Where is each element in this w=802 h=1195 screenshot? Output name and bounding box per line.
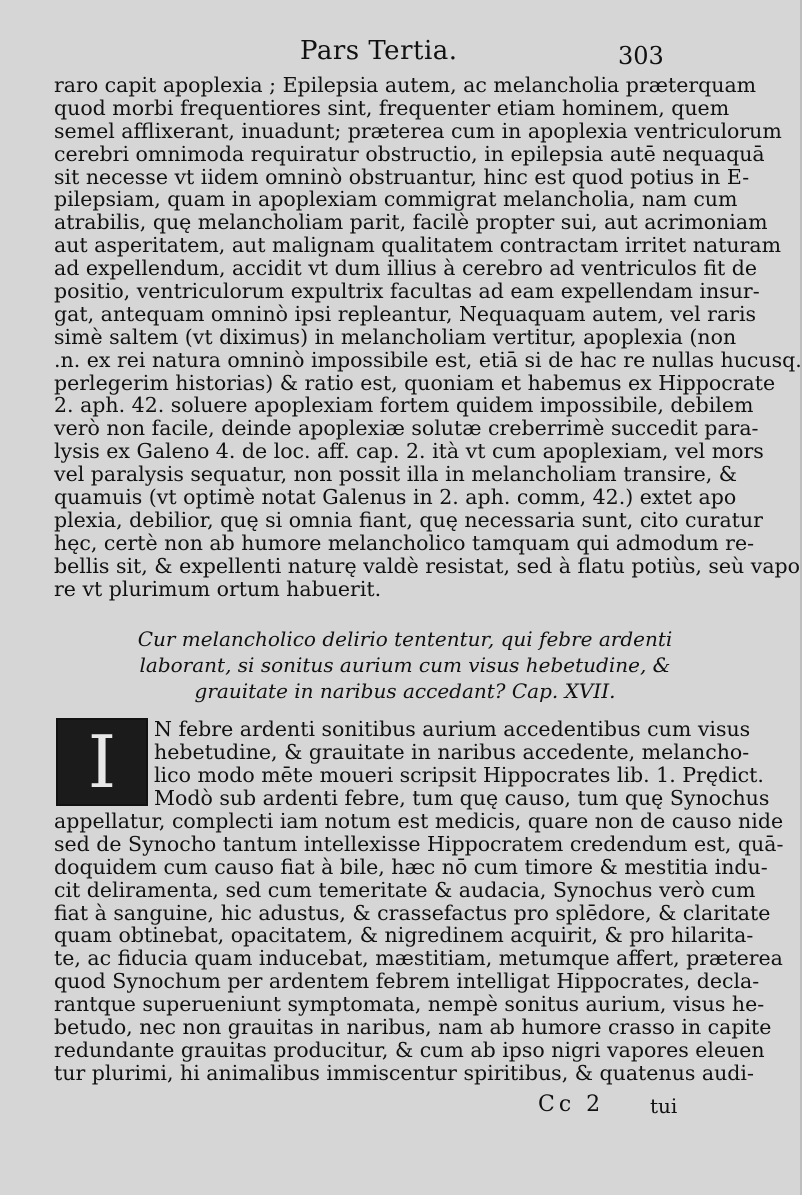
text-line: bellis sit, & expellenti naturę valdè resistat, sed à flatu potiùs, seù vapo xyxy=(54,553,801,578)
text-line: cit deliramenta, sed cum temeritate & audacia, Synochus verò cum xyxy=(54,877,756,902)
text-line: fiat à sanguine, hic adustus, & crassefactus pro splēdore, & claritate xyxy=(54,900,771,925)
text-line: sit necesse vt iidem omninò obstruantur, hinc est quod potius in E- xyxy=(54,164,750,189)
running-title: Pars Tertia. xyxy=(300,36,458,66)
text-line: N febre ardenti sonitibus aurium accedentibus cum visus xyxy=(154,717,751,741)
text-line: gat, antequam omninò ipsi repleantur, Nequaquam autem, vel raris xyxy=(54,301,757,326)
page-header xyxy=(0,36,800,76)
text-line: atrabilis, quę melancholiam parit, facilè propter sui, aut acrimoniam xyxy=(54,210,768,235)
text-line: raro capit apoplexia ; Epilepsia autem, ac melancholia præterquam xyxy=(54,73,757,97)
text-line: hęc, certè non ab humore melancholico tamquam qui admodum re- xyxy=(54,530,755,555)
text-line: lico modo mēte moueri scripsit Hippocrates lib. 1. Prędict. xyxy=(154,762,764,787)
initial-letter: I xyxy=(87,720,117,804)
text-line: tur plurimi, hi animalibus immiscentur spiritibus, & quatenus audi- xyxy=(54,1060,754,1085)
text-line: ad expellendum, accidit vt dum illius à cerebro ad ventriculos fit de xyxy=(54,256,758,281)
text-line: rantque superueniunt symptomata, nempè sonitus aurium, visus he- xyxy=(54,992,765,1017)
text-line: cerebri omnimoda requiratur obstructio, in epilepsia autē nequaquā xyxy=(54,141,765,166)
body-text-part-2 xyxy=(54,809,784,1085)
text-line: quod Synochum per ardentem febrem intelligat Hippocrates, decla- xyxy=(54,969,760,994)
text-line: quamuis (vt optimè notat Galenus in 2. aph. comm, 42.) extet apo xyxy=(54,485,737,510)
catchword: tui xyxy=(650,1094,678,1118)
decorated-initial xyxy=(56,718,148,806)
text-line: quam obtinebat, opacitatem, & nigredinem acquirit, & pro hilarita- xyxy=(54,923,754,948)
text-line: hebetudine, & grauitate in naribus accedente, melancho- xyxy=(154,739,750,764)
text-line: appellatur, complecti iam notum est medicis, quare non de causo nide xyxy=(54,809,784,833)
text-line: sed de Synocho tantum intellexisse Hippocratem credendum est, quā- xyxy=(54,831,784,856)
text-line: redundante grauitas producitur, & cum ab ipso nigri vapores eleuen xyxy=(54,1037,765,1062)
text-line: simè saltem (vt diximus) in melancholiam vertitur, apoplexia (non xyxy=(54,324,737,349)
text-line: Modò sub ardenti febre, tum quę causo, tum quę Synochus xyxy=(154,785,770,810)
text-line: perlegerim historias) & ratio est, quoniam et habemus ex Hippocrate xyxy=(54,370,776,395)
text-line: plexia, debilior, quę si omnia fiant, quę necessaria sunt, cito curatur xyxy=(54,507,763,532)
text-line: semel afflixerant, inuadunt; præterea cum in apoplexia ventriculorum xyxy=(54,118,782,143)
body-text-part-1 xyxy=(54,73,802,601)
text-line: 2. aph. 42. soluere apoplexiam fortem quidem impossibile, debilem xyxy=(54,393,754,418)
chapter-heading xyxy=(100,626,710,704)
heading-line: grauitate in naribus accedant? Cap. XVII. xyxy=(194,679,616,703)
text-line: doquidem cum causo fiat à bile, hæc nō cum timore & mestitia indu- xyxy=(54,854,768,879)
signature-mark: Cc 2 xyxy=(538,1092,605,1117)
text-line: lysis ex Galeno 4. de loc. aff. cap. 2. ità vt cum apoplexiam, vel mors xyxy=(54,439,764,464)
text-line: betudo, nec non grauitas in naribus, nam ab humore crasso in capite xyxy=(54,1015,772,1040)
heading-line: Cur melancholico delirio tententur, qui febre ardenti xyxy=(137,627,673,651)
heading-line: laborant, si sonitus aurium cum visus hebetudine, & xyxy=(139,653,671,677)
text-line: vel paralysis sequatur, non possit illa in melancholiam transire, & xyxy=(54,462,738,487)
body-text-beside-initial xyxy=(154,717,770,810)
page-number: 303 xyxy=(618,42,664,70)
text-line: .n. ex rei natura omninò impossibile est, etiā si de hac re nullas hucusq. xyxy=(54,347,802,372)
text-line: pilepsiam, quam in apoplexiam commigrat melancholia, nam cum xyxy=(54,187,738,212)
text-line: re vt plurimum ortum habuerit. xyxy=(54,576,382,601)
text-line: verò non facile, deinde apoplexiæ solutæ creberrimè succedit para- xyxy=(54,416,759,441)
text-line: positio, ventriculorum expultrix facultas ad eam expellendam insur- xyxy=(54,279,760,304)
text-line: quod morbi frequentiores sint, frequenter etiam hominem, quem xyxy=(54,95,730,120)
text-line: te, ac fiducia quam inducebat, mæstitiam, metumque affert, præterea xyxy=(54,946,783,971)
text-line: aut asperitatem, aut malignam qualitatem contractam irritet naturam xyxy=(54,233,782,258)
